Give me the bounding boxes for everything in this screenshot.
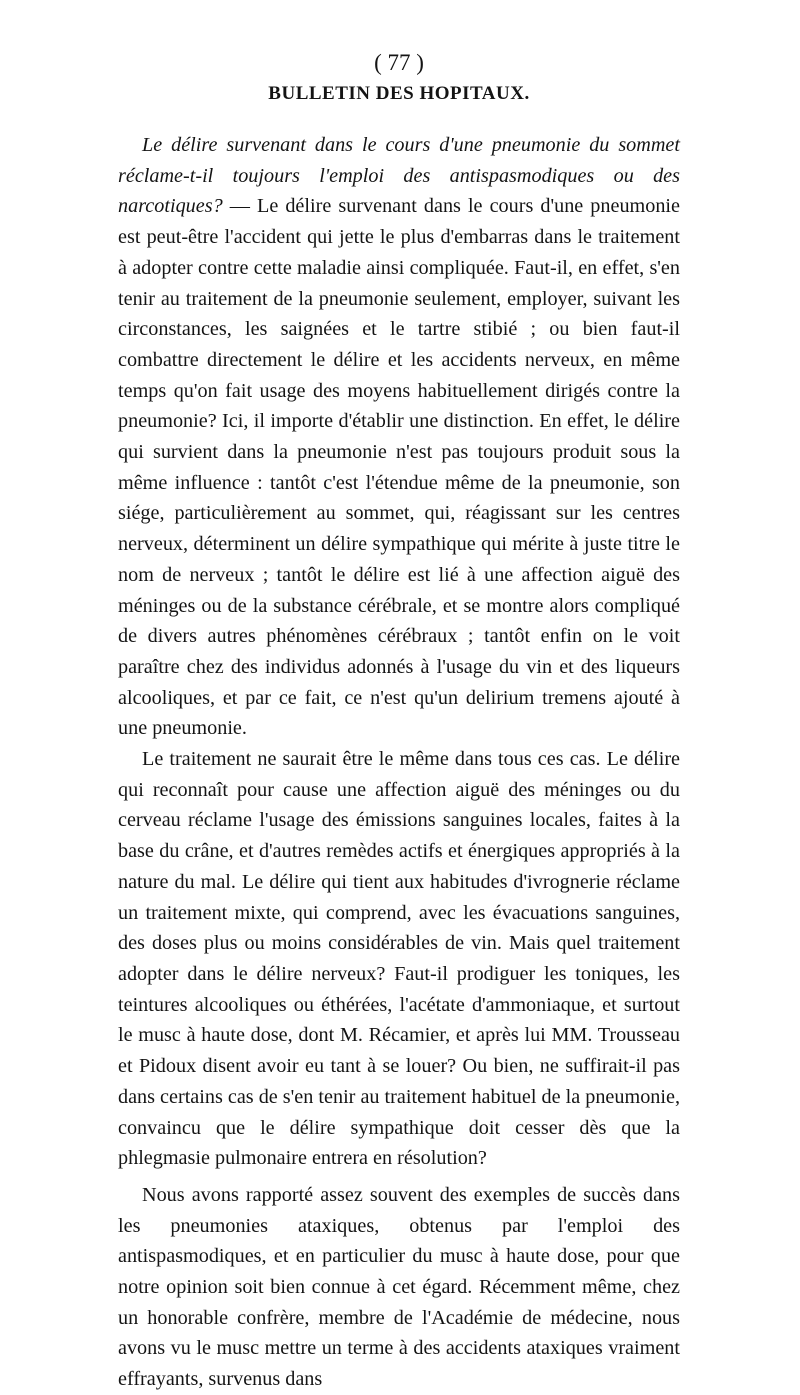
article-title: Le délire survenant dans le cours d'une pneumonie du sommet réclame-t-il toujours l'emploi des antispasmodiques ou des narcotiques? xyxy=(118,134,680,218)
paragraph-1-text: Le délire survenant dans le cours d'une pneumonie est peut-être l'accident qui jette le plus d'embarras dans le traitement à adopter contre cette maladie ainsi compliquée. Faut-il, en effet, s'en tenir au traitement de la pneumonie seulement, employer, suivant les circonstances, les saignées et le tartre stibié ; ou bien faut-il combattre directement le délire et les accidents nerveux, en même temps qu'on fait usage des moyens habituellement dirigés contre la pneumonie? Ici, il importe d'établir une distinction. En effet, le délire qui survient dans la pneumonie n'est pas toujours produit sous la même influence : tantôt c'est l'étendue même de la pneumonie, son siége, particulièrement au sommet, qui, réagissant sur les centres nerveux, déterminent un délire sympathique qui mérite à juste titre le nom de nerveux ; tantôt le délire est lié à une affection aiguë des méninges ou de la substance cérébrale, et se montre alors compliqué de divers autres phénomènes cérébraux ; tantôt enfin on le voit paraître chez des individus adonnés à l'usage du vin et des liqueurs alcooliques, et par ce fait, ce n'est qu'un delirium tremens ajouté à une pneumonie. xyxy=(118,195,681,740)
paragraph-2: Le traitement ne saurait être le même dans tous ces cas. Le délire qui reconnaît pour cause une affection aiguë des méninges ou du cerveau réclame l'usage des émissions sanguines locales, faites à la base du crâne, et d'autres remèdes actifs et énergiques appropriés à la nature du mal. Le délire qui tient aux habitudes d'ivrognerie réclame un traitement mixte, qui comprend, avec les évacuations sanguines, des doses plus ou moins considérables de vin. Mais quel traitement adopter dans le délire nerveux? Faut-il prodiguer les toniques, les teintures alcooliques ou éthérées, l'acétate d'ammoniaque, et surtout le musc à haute dose, dont M. Récamier, et après lui MM. Trousseau et Pidoux disent avoir eu tant à se louer? Ou bien, ne suffirait-il pas dans certains cas de s'en tenir au traitement habituel de la pneumonie, convaincu que le délire sympathique doit cesser dès que la phlegmasie pulmonaire entrera en résolution? xyxy=(118,748,680,1170)
page-number: ( 77 ) xyxy=(374,50,424,75)
article-body xyxy=(118,130,680,1395)
paragraph-3: Nous avons rapporté assez souvent des exemples de succès dans les pneumonies ataxiques, obtenus par l'emploi des antispasmodiques, et en particulier du musc à haute dose, pour que notre opinion soit bien connue à cet égard. Récemment même, chez un honorable confrère, membre de l'Académie de médecine, nous avons vu le musc mettre un terme à des accidents ataxiques vraiment effrayants, survenus dans xyxy=(118,1183,680,1391)
title-dash: — xyxy=(222,195,257,218)
running-head: BULLETIN DES HOPITAUX. xyxy=(268,83,530,104)
paragraph-1 xyxy=(118,130,680,744)
book-page xyxy=(118,48,680,1395)
